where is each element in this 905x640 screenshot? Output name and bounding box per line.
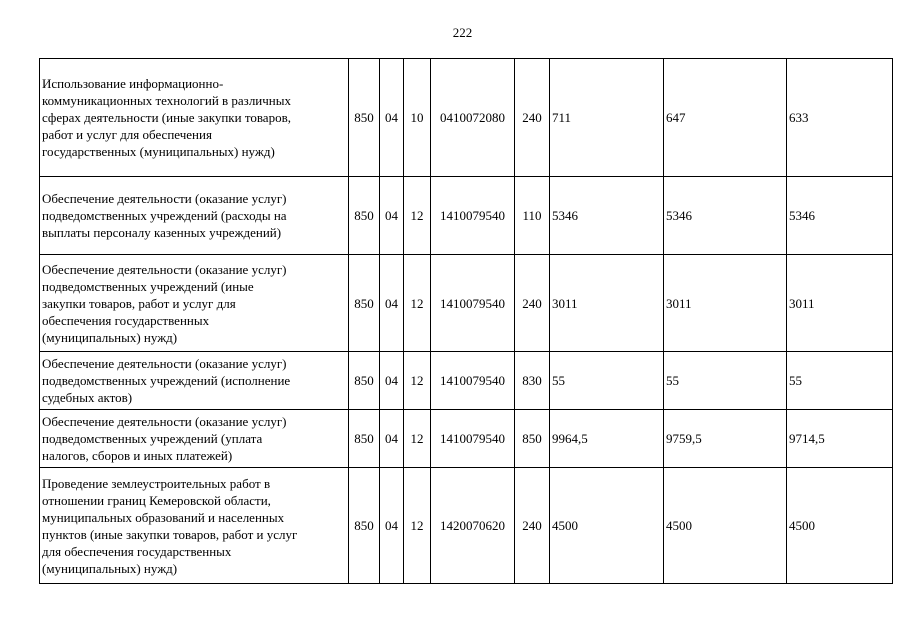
table-body [40, 59, 893, 584]
amount-year-1: 3011 [550, 255, 664, 352]
section-code: 04 [380, 255, 404, 352]
target-article-code: 1410079540 [431, 177, 515, 255]
table-row [40, 352, 893, 410]
row-name-line: выплаты персоналу казенных учреждений) [42, 225, 282, 240]
row-name-line: Обеспечение деятельности (оказание услуг) [42, 356, 287, 371]
row-name [40, 177, 349, 255]
row-name [40, 352, 349, 410]
row-name-line: работ и услуг для обеспечения [42, 127, 212, 142]
amount-year-2: 647 [664, 59, 787, 177]
amount-year-3: 633 [787, 59, 893, 177]
expense-type-code: 240 [515, 468, 550, 584]
expense-type-code: 850 [515, 410, 550, 468]
amount-year-2: 5346 [664, 177, 787, 255]
table-row [40, 410, 893, 468]
ministry-code: 850 [349, 410, 380, 468]
ministry-code: 850 [349, 352, 380, 410]
row-name-line: пунктов (иные закупки товаров, работ и услуг [42, 526, 298, 542]
section-code: 04 [380, 410, 404, 468]
target-article-code: 1410079540 [431, 255, 515, 352]
subsection-code: 12 [404, 410, 431, 468]
row-name [40, 255, 349, 352]
ministry-code: 850 [349, 177, 380, 255]
subsection-code: 12 [404, 255, 431, 352]
row-name-line: подведомственных учреждений (исполнение [42, 373, 291, 388]
amount-year-1: 5346 [550, 177, 664, 255]
ministry-code: 850 [349, 468, 380, 584]
table-row [40, 255, 893, 352]
row-name-line: государственных (муниципальных) нужд) [42, 144, 275, 159]
amount-year-3: 9714,5 [787, 410, 893, 468]
amount-year-2: 3011 [664, 255, 787, 352]
target-article-code: 1420070620 [431, 468, 515, 584]
amount-year-2: 9759,5 [664, 410, 787, 468]
section-code: 04 [380, 468, 404, 584]
section-code: 04 [380, 59, 404, 177]
row-name [40, 410, 349, 468]
ministry-code: 850 [349, 255, 380, 352]
target-article-code: 1410079540 [431, 352, 515, 410]
row-name-line: подведомственных учреждений (иные [42, 278, 254, 294]
row-name-line: сферах деятельности (иные закупки товаров, [42, 110, 291, 125]
subsection-code: 12 [404, 177, 431, 255]
row-name [40, 59, 349, 177]
row-name-line: подведомственных учреждений (уплата [42, 431, 263, 446]
row-name-line: Обеспечение деятельности (оказание услуг) [42, 414, 287, 429]
row-name-line: для обеспечения государственных [42, 543, 232, 559]
table-row [40, 59, 893, 177]
row-name-line: Проведение землеустроительных работ в [42, 475, 271, 491]
row-name-line: муниципальных образований и населенных [42, 509, 285, 525]
row-name-line: подведомственных учреждений (расходы на [42, 208, 287, 223]
amount-year-2: 4500 [664, 468, 787, 584]
subsection-code: 12 [404, 352, 431, 410]
subsection-code: 12 [404, 468, 431, 584]
amount-year-2: 55 [664, 352, 787, 410]
amount-year-3: 4500 [787, 468, 893, 584]
amount-year-1: 711 [550, 59, 664, 177]
amount-year-1: 55 [550, 352, 664, 410]
amount-year-3: 3011 [787, 255, 893, 352]
row-name-line: обеспечения государственных [42, 312, 210, 328]
row-name-line: отношении границ Кемеровской области, [42, 492, 271, 508]
target-article-code: 1410079540 [431, 410, 515, 468]
amount-year-3: 55 [787, 352, 893, 410]
expense-type-code: 240 [515, 59, 550, 177]
section-code: 04 [380, 177, 404, 255]
row-name-line: Использование информационно- [42, 76, 224, 91]
page-number: 222 [452, 25, 473, 40]
expense-type-code: 240 [515, 255, 550, 352]
ministry-code: 850 [349, 59, 380, 177]
subsection-code: 10 [404, 59, 431, 177]
row-name [40, 468, 349, 584]
section-code: 04 [380, 352, 404, 410]
row-name-line: Обеспечение деятельности (оказание услуг) [42, 261, 287, 277]
table-row [40, 468, 893, 584]
row-name-line: (муниципальных) нужд) [42, 560, 178, 576]
target-article-code: 0410072080 [431, 59, 515, 177]
amount-year-3: 5346 [787, 177, 893, 255]
amount-year-1: 4500 [550, 468, 664, 584]
row-name-line: Обеспечение деятельности (оказание услуг) [42, 191, 287, 206]
row-name-line: налогов, сборов и иных платежей) [42, 448, 233, 463]
table-row [40, 177, 893, 255]
budget-table [39, 58, 893, 584]
expense-type-code: 110 [515, 177, 550, 255]
row-name-line: закупки товаров, работ и услуг для [42, 295, 236, 311]
row-name-line: (муниципальных) нужд) [42, 329, 178, 345]
expense-type-code: 830 [515, 352, 550, 410]
row-name-line: судебных актов) [42, 390, 133, 405]
row-name-line: коммуникационных технологий в различных [42, 93, 291, 108]
amount-year-1: 9964,5 [550, 410, 664, 468]
